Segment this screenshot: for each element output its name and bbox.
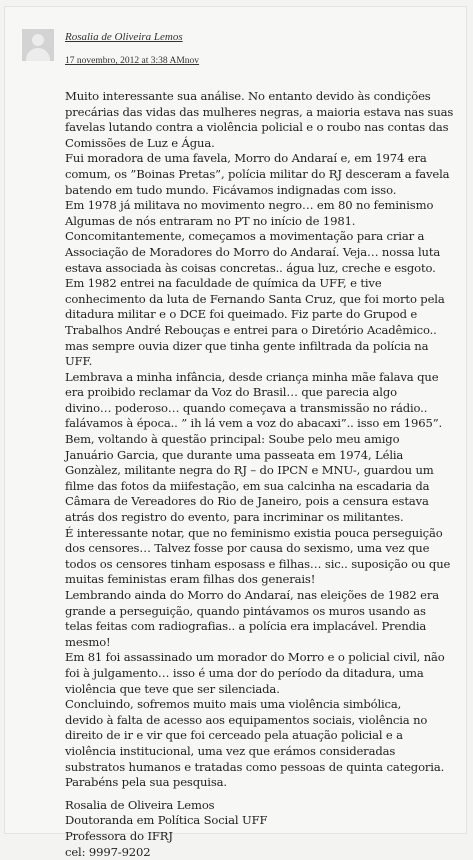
comment-line: era proibido reclamar da Voz do Brasil… que parecia algo	[65, 385, 460, 401]
comment-line: Januário Garcia, que durante uma passeata em 1974, Lélia	[65, 448, 460, 464]
comment-line: grande a perseguição, quando pintávamos os muros usando as	[65, 604, 460, 620]
comment-line: Parabéns pela sua pesquisa.	[65, 775, 460, 791]
avatar-body	[26, 48, 50, 61]
comment-line: Em 81 foi assassinado um morador do Morro e o policial civil, não	[65, 650, 460, 666]
comment-line: falávamos à época.. ” ih lá vem a voz do abacaxi”.. isso em 1965”.	[65, 416, 460, 432]
avatar-head	[32, 34, 44, 46]
comment-line: Gonzàlez, militante negra do RJ – do IPCN e MNU-, guardou um	[65, 463, 460, 479]
comment-line: Bem, voltando à questão principal: Soube pelo meu amigo	[65, 432, 460, 448]
comment-line: Fui moradora de uma favela, Morro do Andaraí e, em 1974 era	[65, 151, 460, 167]
comment-line: substratos humanos e tratadas como pessoas de quinta categoria.	[65, 760, 460, 776]
comment-author-link[interactable]: Rosalia de Oliveira Lemos	[65, 31, 183, 43]
comment-line: Em 1982 entrei na faculdade de química da UFF, e tive	[65, 276, 460, 292]
comment-line: É interessante notar, que no feminismo existia pouca perseguição	[65, 526, 460, 542]
comment-line: mesmo!	[65, 635, 460, 651]
comment-line: Algumas de nós entraram no PT no início de 1981.	[65, 214, 460, 230]
comment-line: Associação de Moradores do Morro do Andaraí. Veja… nossa luta	[65, 245, 460, 261]
comment-line: Câmara de Vereadores do Rio de Janeiro, pois a censura estava	[65, 494, 460, 510]
comment-line: divino… poderoso… quando começava a transmissão no rádio..	[65, 401, 460, 417]
comment-line: ditadura militar e o DCE foi queimado. Fiz parte do Grupod e	[65, 307, 460, 323]
signature-line: Professora do IFRJ	[65, 829, 460, 845]
comment-date-link[interactable]: 17 novembro, 2012 at 3:38 AMnov	[65, 56, 199, 66]
comment-line: Lembrava a minha infância, desde criança minha mãe falava que	[65, 370, 460, 386]
comment-line: todos os censores tinham esposass e filhas… sic.. suposição ou que	[65, 557, 460, 573]
comment-line: devido à falta de acesso aos equipamentos sociais, violência no	[65, 713, 460, 729]
comment-line: favelas lutando contra a violência policial e o roubo nas contas das	[65, 120, 460, 136]
comment-line: estava associada às coisas concretas.. água luz, creche e esgoto.	[65, 261, 460, 277]
comment-line: mas sempre ouvia dizer que tinha gente infiltrada da polícia na	[65, 339, 460, 355]
comment-line: telas feitas com radiografias.. a polícia era implacável. Prendia	[65, 619, 460, 635]
default-avatar-icon[interactable]	[22, 29, 54, 61]
comment-card	[4, 6, 467, 834]
comment-line: Comissões de Luz e Água.	[65, 136, 460, 152]
comment-line: direito de ir e vir que foi cerceado pela atuação policial e a	[65, 728, 460, 744]
comment-line: Em 1978 já militava no movimento negro… em 80 no feminismo	[65, 198, 460, 214]
signature-line: Doutoranda em Política Social UFF	[65, 813, 460, 829]
comment-line: filme das fotos da miifestação, em sua calcinha na escadaria da	[65, 479, 460, 495]
comment-line: muitas feministas eram filhas dos generais!	[65, 572, 460, 588]
signature-gap	[65, 791, 460, 798]
comment-line: Concluindo, sofremos muito mais uma violência simbólica,	[65, 697, 460, 713]
comment-line: batendo em tudo mundo. Ficávamos indignadas com isso.	[65, 183, 460, 199]
comment-line: atrás dos registro do evento, para incriminar os militantes.	[65, 510, 460, 526]
comment-line: Lembrando ainda do Morro do Andaraí, nas eleições de 1982 era	[65, 588, 460, 604]
comment-line: foi à julgamento… isso é uma dor do período da ditadura, uma	[65, 666, 460, 682]
comment-line: Muito interessante sua análise. No entanto devido às condições	[65, 89, 460, 105]
comment-line: violência que teve que ser silenciada.	[65, 682, 460, 698]
signature-line: Rosalia de Oliveira Lemos	[65, 798, 460, 814]
comment-line: precárias das vidas das mulheres negras, a maioria estava nas suas	[65, 105, 460, 121]
comment-line: UFF.	[65, 354, 460, 370]
comment-line: comum, os ”Boinas Pretas”, polícia militar do RJ desceram a favela	[65, 167, 460, 183]
signature-line: cel: 9997-9202	[65, 845, 460, 860]
comment-line: Trabalhos André Rebouças e entrei para o Diretório Acadêmico..	[65, 323, 460, 339]
comment-line: dos censores… Talvez fosse por causa do sexismo, uma vez que	[65, 541, 460, 557]
comment-line: conhecimento da luta de Fernando Santa Cruz, que foi morto pela	[65, 292, 460, 308]
comment-line: violência institucional, uma vez que erámos consideradas	[65, 744, 460, 760]
comment-body	[65, 89, 460, 860]
comment-line: Concomitantemente, começamos a movimentação para criar a	[65, 229, 460, 245]
